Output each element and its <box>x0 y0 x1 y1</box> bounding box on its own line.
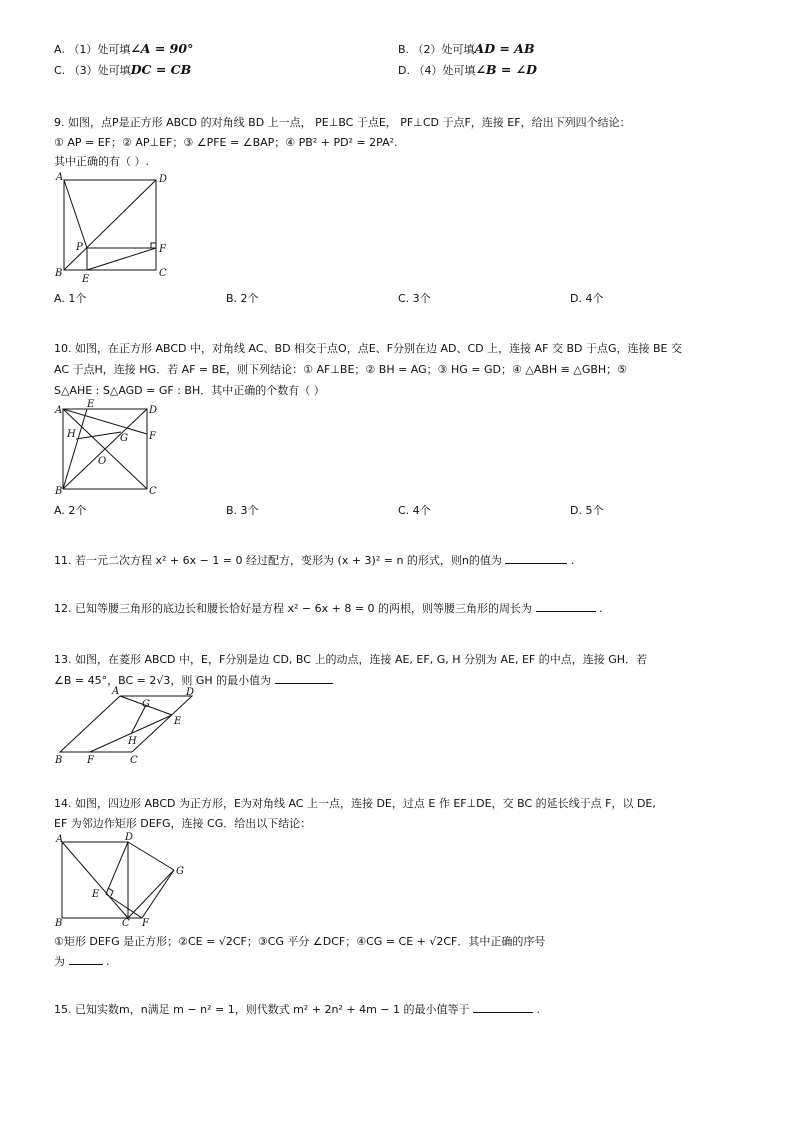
svg-text:P: P <box>76 242 83 253</box>
q13-figure <box>52 686 202 766</box>
svg-text:H: H <box>67 429 76 440</box>
q9-option-a: A. 1个 <box>54 292 87 305</box>
svg-text:E: E <box>82 274 90 285</box>
q9-option-d: D. 4个 <box>570 292 604 305</box>
option-c: C. （3）处可填DC = CB <box>54 62 192 77</box>
q10-line3: S△AHE : S△AGD = GF : BH．其中正确的个数有（ ） <box>54 384 325 397</box>
svg-text:G: G <box>142 699 150 710</box>
q13-line2: ∠B = 45°，BC = 2√3，则 GH 的最小值为 <box>54 672 333 688</box>
q9-line1: 9. 如图，点P是正方形 ABCD 的对角线 BD 上一点， PE⊥BC 于点E， PF⊥CD 于点F，连接 EF，给出下列四个结论： <box>54 116 631 129</box>
q10-option-c: C. 4个 <box>398 504 431 517</box>
svg-text:B: B <box>55 486 63 497</box>
svg-text:C: C <box>159 268 167 279</box>
q13-answer-blank[interactable] <box>275 683 333 684</box>
svg-text:C: C <box>122 918 130 929</box>
svg-text:E: E <box>87 399 95 410</box>
q11-answer-blank[interactable] <box>505 563 567 564</box>
svg-text:D: D <box>125 832 134 843</box>
svg-text:E: E <box>174 716 182 727</box>
svg-text:D: D <box>186 687 195 698</box>
svg-text:B: B <box>55 918 63 929</box>
svg-text:B: B <box>55 268 63 279</box>
q11-text: 11. 若一元二次方程 x² + 6x − 1 = 0 经过配方，变形为 (x + 3)² = n 的形式，则n的值为 . <box>54 554 575 567</box>
q15-answer-blank[interactable] <box>473 1012 533 1013</box>
svg-text:A: A <box>112 686 120 697</box>
q14-line2: EF 为邻边作矩形 DEFG，连接 CG．给出以下结论： <box>54 817 312 830</box>
svg-text:G: G <box>120 433 128 444</box>
svg-text:B: B <box>55 755 63 766</box>
q9-line2: ① AP = EF；② AP⊥EF；③ ∠PFE = ∠BAP；④ PB² + PD² = 2PA². <box>54 136 398 149</box>
svg-text:E: E <box>92 889 100 900</box>
q14-line4: 为 . <box>54 955 110 968</box>
q14-answer-blank[interactable] <box>69 964 103 965</box>
svg-text:F: F <box>149 431 156 442</box>
q10-option-a: A. 2个 <box>54 504 87 517</box>
svg-text:C: C <box>130 755 138 766</box>
q15-text: 15. 已知实数m，n满足 m − n² = 1，则代数式 m² + 2n² + 4m − 1 的最小值等于 . <box>54 1003 541 1016</box>
q14-figure <box>52 830 197 930</box>
q9-option-b: B. 2个 <box>226 292 259 305</box>
svg-text:A: A <box>56 172 64 183</box>
option-b: B. （2）处可填AD = AB <box>398 41 535 56</box>
q9-option-c: C. 3个 <box>398 292 431 305</box>
svg-text:D: D <box>159 174 168 185</box>
svg-text:A: A <box>55 405 63 416</box>
option-a: A. （1）处可填∠A = 90° <box>54 41 194 56</box>
svg-text:F: F <box>159 244 166 255</box>
q10-line2: AC 于点H，连接 HG．若 AF = BE，则下列结论：① AF⊥BE；② BH = AG；③ HG = GD；④ △ABH ≌ △GBH；⑤ <box>54 363 628 376</box>
q9-figure <box>52 170 177 285</box>
svg-text:F: F <box>142 918 149 929</box>
svg-text:G: G <box>176 866 184 877</box>
q13-line1: 13. 如图，在菱形 ABCD 中，E，F分别是边 CD, BC 上的动点，连接 AE, EF, G, H 分别为 AE, EF 的中点，连接 GH．若 <box>54 653 648 666</box>
q10-line1: 10. 如图，在正方形 ABCD 中，对角线 AC、BD 相交于点O，点E、F分别在边 AD、CD 上，连接 AF 交 BD 于点G，连接 BE 交 <box>54 342 682 355</box>
q12-text: 12. 已知等腰三角形的底边长和腰长恰好是方程 x² − 6x + 8 = 0 的两根，则等腰三角形的周长为 . <box>54 602 603 615</box>
q12-answer-blank[interactable] <box>536 611 596 612</box>
svg-text:O: O <box>98 456 107 467</box>
svg-text:A: A <box>56 834 64 845</box>
q14-line1: 14. 如图，四边形 ABCD 为正方形，E为对角线 AC 上一点，连接 DE，过点 E 作 EF⊥DE，交 BC 的延长线于点 F，以 DE, <box>54 797 656 810</box>
svg-text:F: F <box>87 755 94 766</box>
q10-option-d: D. 5个 <box>570 504 604 517</box>
q9-line3: 其中正确的有（ ）. <box>54 155 149 168</box>
option-d: D. （4）处可填∠B = ∠D <box>398 62 537 77</box>
q10-figure <box>52 397 164 497</box>
q14-line3: ①矩形 DEFG 是正方形；②CE = √2CF；③CG 平分 ∠DCF；④CG = CE + √2CF．其中正确的序号 <box>54 935 546 948</box>
q10-option-b: B. 3个 <box>226 504 259 517</box>
svg-text:H: H <box>128 736 137 747</box>
svg-text:D: D <box>149 405 158 416</box>
svg-text:C: C <box>149 486 157 497</box>
